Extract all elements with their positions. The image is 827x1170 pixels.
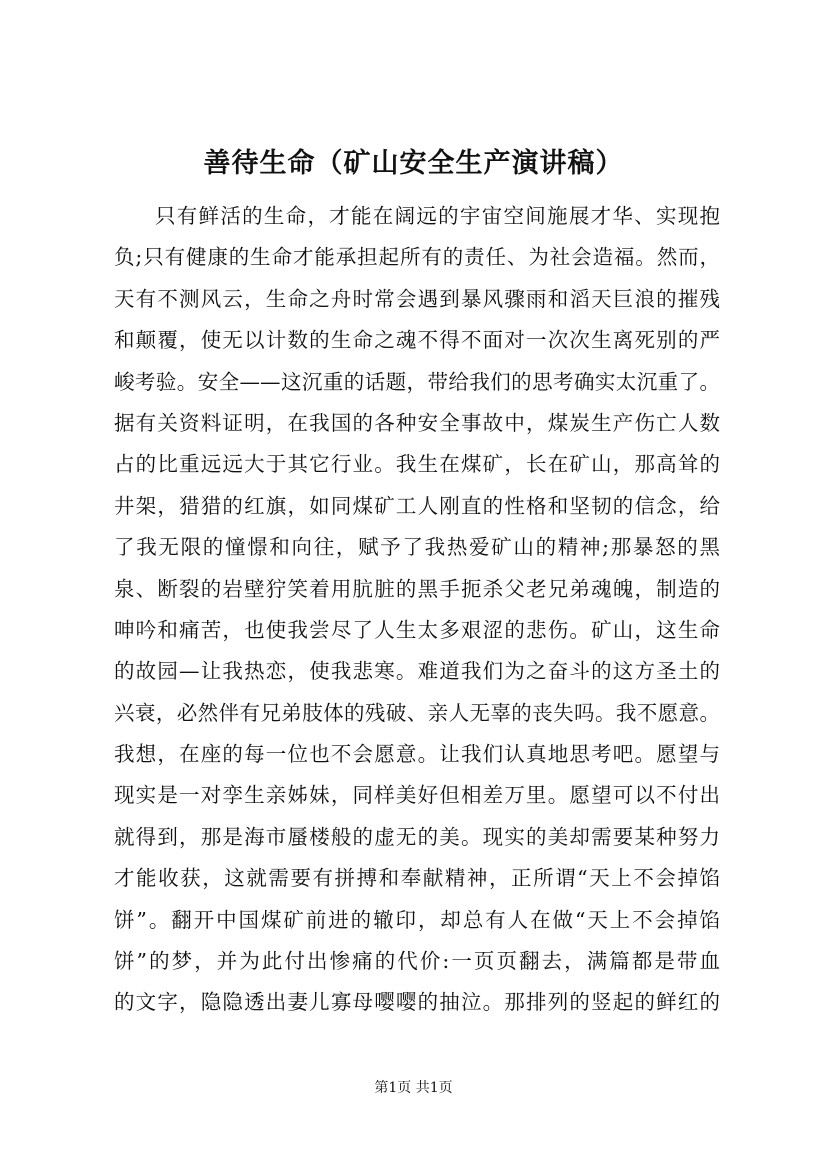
text-line: 我想，在座的每一位也不会愿意。让我们认真地思考吧。愿望与: [114, 742, 720, 767]
text-line: 和颠覆，使无以计数的生命之魂不得不面对一次次生离死别的严: [114, 328, 720, 353]
text-line: 井架，猎猎的红旗，如同煤矿工人刚直的性格和坚韧的信念，给: [114, 493, 720, 518]
text-line: 兴衰，必然伴有兄弟肢体的残破、亲人无辜的丧失吗。我不愿意。: [114, 700, 720, 725]
text-line: 的文字，隐隐透出妻儿寡母嘤嘤的抽泣。那排列的竖起的鲜红的: [114, 990, 720, 1015]
document-title: 善待生命（矿山安全生产演讲稿）: [203, 148, 624, 179]
text-line: 就得到，那是海市蜃楼般的虚无的美。现实的美却需要某种努力: [114, 824, 720, 849]
text-line: 了我无限的憧憬和向往，赋予了我热爱矿山的精神;那暴怒的黑: [114, 535, 720, 560]
text-line: 天有不测风云，生命之舟时常会遇到暴风骤雨和滔天巨浪的摧残: [114, 286, 720, 311]
text-line: 才能收获，这就需要有拼搏和奉献精神，正所谓“天上不会掉馅: [114, 866, 720, 891]
text-line: 负;只有健康的生命才能承担起所有的责任、为社会造福。然而，: [114, 245, 720, 270]
text-line: 泉、断裂的岩壁狞笑着用肮脏的黑手扼杀父老兄弟魂魄，制造的: [114, 576, 720, 601]
page-footer: 第1页 共1页: [374, 1080, 453, 1096]
text-line: 饼”。翻开中国煤矿前进的辙印，却总有人在做“天上不会掉馅: [114, 907, 720, 932]
text-line: 饼”的梦，并为此付出惨痛的代价:一页页翻去，满篇都是带血: [114, 949, 720, 974]
text-line: 呻吟和痛苦，也使我尝尽了人生太多艰涩的悲伤。矿山，这生命: [114, 617, 720, 642]
text-line: 现实是一对孪生亲姊妹，同样美好但相差万里。愿望可以不付出: [114, 783, 720, 808]
text-line: 的故园—让我热恋，使我悲寒。难道我们为之奋斗的这方圣土的: [114, 659, 720, 684]
text-line: 峻考验。安全——这沉重的话题，带给我们的思考确实太沉重了。: [114, 369, 720, 394]
text-line: 占的比重远远大于其它行业。我生在煤矿，长在矿山，那高耸的: [114, 452, 720, 477]
text-line: 据有关资料证明，在我国的各种安全事故中，煤炭生产伤亡人数: [114, 410, 720, 435]
text-line: 只有鲜活的生命，才能在阔远的宇宙空间施展才华、实现抱: [155, 204, 720, 228]
body-paragraph: [114, 196, 720, 1024]
